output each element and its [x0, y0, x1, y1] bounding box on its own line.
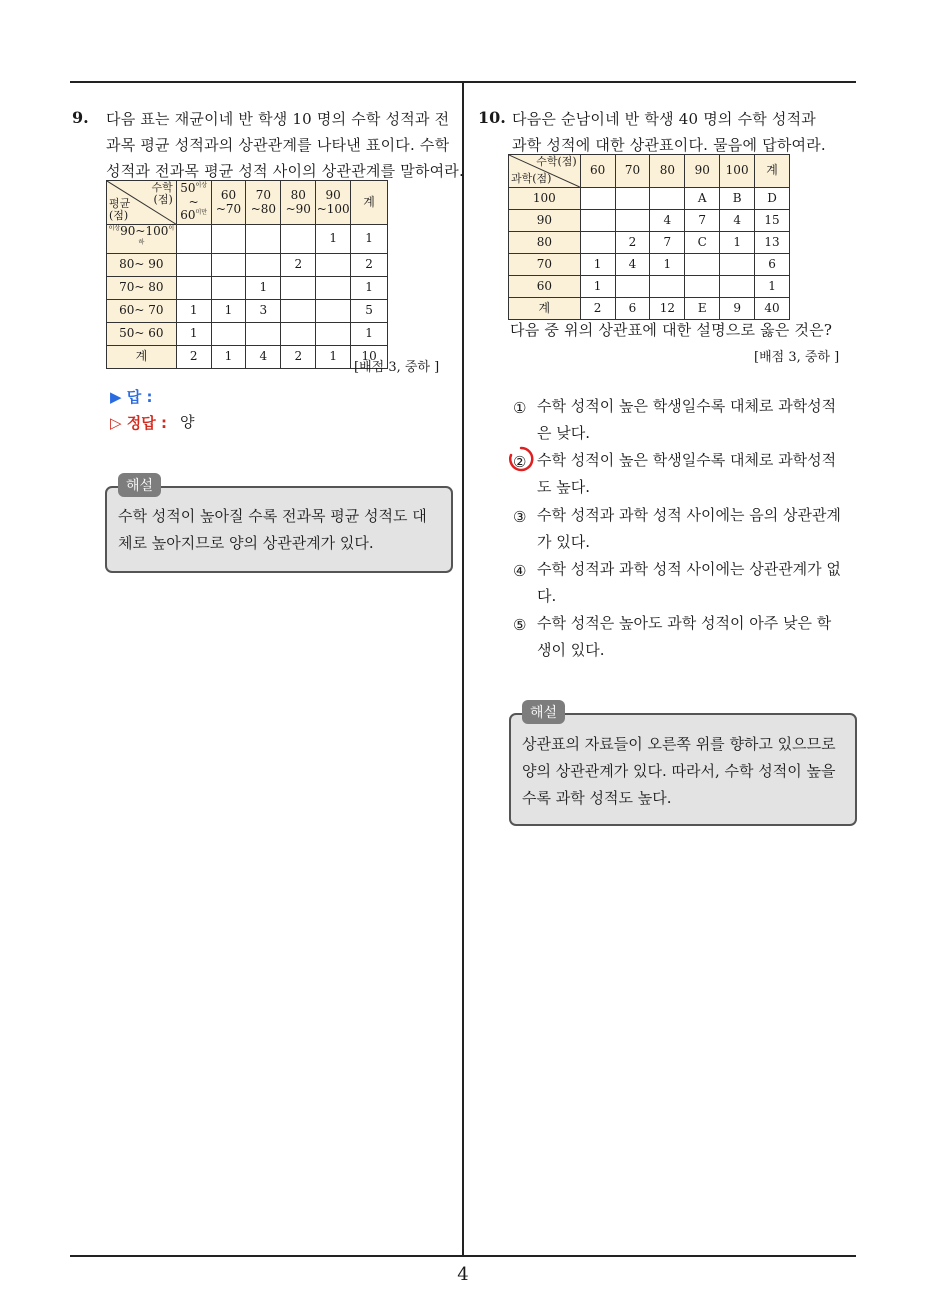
- choice-option-3[interactable]: 수학 성적과 과학 성적 사이에는 음의 상관관계: [537, 506, 841, 524]
- table-cell: 1: [176, 322, 211, 345]
- q10-col-header: 60: [580, 155, 615, 188]
- table-cell: [176, 253, 211, 276]
- q9-answer-label: ▶ 답 :: [110, 388, 153, 406]
- table-cell: 1: [246, 276, 281, 299]
- table-cell: [281, 225, 316, 254]
- table-row: [509, 298, 790, 320]
- table-row: [509, 188, 790, 210]
- table-cell: [246, 253, 281, 276]
- table-cell: [580, 188, 615, 210]
- table-cell: 7: [650, 232, 685, 254]
- q10-col-header: 90: [685, 155, 720, 188]
- q10-sum-label: 계: [509, 298, 581, 320]
- corner-bottom-unit: (점): [109, 208, 129, 222]
- corner-bottom-label: 평균: [109, 196, 131, 210]
- table-cell: [281, 276, 316, 299]
- table-cell: [211, 322, 246, 345]
- table-cell: 4: [615, 254, 650, 276]
- table-cell: [615, 276, 650, 298]
- table-cell: [615, 210, 650, 232]
- table-cell: 1: [316, 225, 351, 254]
- choice-mark[interactable]: ④: [513, 562, 527, 580]
- q10-explanation-line: 양의 상관관계가 있다. 따라서, 수학 성적이 높을: [522, 762, 836, 780]
- table-cell: [316, 276, 351, 299]
- table-cell: C: [685, 232, 720, 254]
- table-cell: [211, 225, 246, 254]
- table-row: [509, 210, 790, 232]
- table-cell: [650, 276, 685, 298]
- table-cell: [281, 322, 316, 345]
- q9-score: [배점 3, 중하 ]: [354, 360, 440, 375]
- table-cell: [316, 322, 351, 345]
- table-cell: [281, 299, 316, 322]
- q9-col-header: 90 ~100: [316, 181, 351, 225]
- table-cell: 1: [351, 276, 388, 299]
- q10-explanation-tag: 해설: [522, 700, 565, 724]
- q10-correlation-table: [508, 154, 790, 320]
- table-cell: B: [720, 188, 755, 210]
- choice-mark[interactable]: ③: [513, 508, 527, 526]
- table-cell: 2: [281, 253, 316, 276]
- q9-col-header: 80 ~90: [281, 181, 316, 225]
- table-cell: 6: [615, 298, 650, 320]
- q10-text-line: 다음은 순남이네 반 학생 40 명의 수학 성적과: [512, 110, 816, 128]
- table-cell: 1: [211, 299, 246, 322]
- q9-col-header: $50^{이상}$ ~ $60^{미만}$: [176, 181, 211, 225]
- column-divider: [462, 82, 464, 1256]
- table-cell: [685, 276, 720, 298]
- q9-correct-answer: 양: [180, 413, 195, 431]
- table-cell: 1: [580, 254, 615, 276]
- table-row: [107, 225, 388, 254]
- q10-row-label: 90: [509, 210, 581, 232]
- table-cell: 2: [176, 345, 211, 368]
- table-cell: 1: [720, 232, 755, 254]
- q9-row-label: 50~ 60: [107, 322, 177, 345]
- q10-col-header: 80: [650, 155, 685, 188]
- choice-option-2[interactable]: 수학 성적이 높은 학생일수록 대체로 과학성적: [537, 451, 837, 469]
- table-cell: [246, 225, 281, 254]
- table-cell: [246, 322, 281, 345]
- q9-sum-label: 계: [107, 345, 177, 368]
- table-cell: 5: [351, 299, 388, 322]
- table-row: [107, 345, 388, 368]
- table-cell: 7: [685, 210, 720, 232]
- q9-total-header: 계: [351, 181, 388, 225]
- q10-score: [배점 3, 중하 ]: [754, 350, 840, 365]
- table-cell: 1: [650, 254, 685, 276]
- table-cell: [685, 254, 720, 276]
- table-cell: [720, 254, 755, 276]
- q9-explanation-line: 체로 높아지므로 양의 상관관계가 있다.: [118, 534, 374, 552]
- table-cell: 10: [351, 345, 388, 368]
- table-cell: [176, 225, 211, 254]
- table-cell: 1: [176, 299, 211, 322]
- q10-row-label: 100: [509, 188, 581, 210]
- table-cell: [316, 253, 351, 276]
- table-cell: 2: [281, 345, 316, 368]
- choice-option-5-cont[interactable]: 생이 있다.: [537, 641, 605, 659]
- table-cell: 4: [650, 210, 685, 232]
- q9-row-label: 70~ 80: [107, 276, 177, 299]
- q10-text-line: 과학 성적에 대한 상관표이다. 물음에 답하여라.: [512, 136, 826, 154]
- table-cell: 4: [246, 345, 281, 368]
- table-cell: [316, 299, 351, 322]
- table-cell: D: [755, 188, 790, 210]
- table-cell: [211, 276, 246, 299]
- table-row: [107, 322, 388, 345]
- table-cell: 1: [351, 322, 388, 345]
- table-cell: 13: [755, 232, 790, 254]
- table-cell: 1: [316, 345, 351, 368]
- q10-col-header: 100: [720, 155, 755, 188]
- q10-row-label: 80: [509, 232, 581, 254]
- q9-correlation-table: [106, 180, 388, 369]
- table-cell: [176, 276, 211, 299]
- table-row: [107, 276, 388, 299]
- q9-text-line: 다음 표는 재균이네 반 학생 10 명의 수학 성적과 전: [106, 110, 450, 128]
- choice-option-4[interactable]: 수학 성적과 과학 성적 사이에는 상관관계가 없: [537, 560, 841, 578]
- choice-mark[interactable]: ⑤: [513, 616, 527, 634]
- table-cell: A: [685, 188, 720, 210]
- choice-option-4-cont[interactable]: 다.: [537, 587, 557, 605]
- table-cell: 2: [580, 298, 615, 320]
- bottom-rule: [70, 1255, 856, 1257]
- table-cell: 3: [246, 299, 281, 322]
- q10-explanation-line: 수록 과학 성적도 높다.: [522, 789, 672, 807]
- q10-corner-header: [509, 155, 581, 188]
- table-cell: 6: [755, 254, 790, 276]
- table-cell: 12: [650, 298, 685, 320]
- corner-bottom-label: 과학(점): [511, 171, 552, 185]
- choice-option-3-cont[interactable]: 가 있다.: [537, 533, 591, 551]
- choice-mark[interactable]: ①: [513, 399, 527, 417]
- table-row: [509, 254, 790, 276]
- table-cell: [580, 232, 615, 254]
- table-cell: [720, 276, 755, 298]
- choice-option-1[interactable]: 수학 성적이 높은 학생일수록 대체로 과학성적: [537, 397, 837, 415]
- page-number: 4: [457, 1264, 469, 1285]
- table-row: [107, 253, 388, 276]
- q9-corner-header: [107, 181, 177, 225]
- q10-col-header: 70: [615, 155, 650, 188]
- q10-question-text: 다음 중 위의 상관표에 대한 설명으로 옳은 것은?: [510, 321, 833, 339]
- q9-text-line: 과목 평균 성적과의 상관관계를 나타낸 표이다. 수학: [106, 136, 450, 154]
- q9-number: 9.: [72, 108, 89, 127]
- corner-top-label: 수학: [151, 181, 173, 194]
- corner-top-unit: (점): [153, 193, 173, 207]
- q9-col-header: 70 ~80: [246, 181, 281, 225]
- table-cell: 15: [755, 210, 790, 232]
- q10-explanation-line: 상관표의 자료들이 오른쪽 위를 향하고 있으므로: [522, 735, 836, 753]
- table-row: [107, 299, 388, 322]
- q10-row-label: 60: [509, 276, 581, 298]
- table-row: [509, 232, 790, 254]
- q10-total-header: 계: [755, 155, 790, 188]
- table-cell: [650, 188, 685, 210]
- table-cell: E: [685, 298, 720, 320]
- q10-row-label: 70: [509, 254, 581, 276]
- table-cell: 1: [351, 225, 388, 254]
- q10-number: 10.: [478, 108, 506, 127]
- corner-top-label: 수학(점): [536, 155, 577, 168]
- q9-row-label: 80~ 90: [107, 253, 177, 276]
- table-cell: 1: [580, 276, 615, 298]
- table-cell: [211, 253, 246, 276]
- q9-row-label: $^{이상}90\sim 100^{이하}$: [107, 225, 177, 254]
- q9-text-line: 성적과 전과목 평균 성적 사이의 상관관계를 말하여라.: [106, 162, 464, 180]
- table-cell: [615, 188, 650, 210]
- q9-correct-label: ▷ 정답 :: [110, 414, 167, 432]
- table-cell: 40: [755, 298, 790, 320]
- table-row: [509, 276, 790, 298]
- table-cell: 2: [615, 232, 650, 254]
- table-cell: 2: [351, 253, 388, 276]
- choice-option-5[interactable]: 수학 성적은 높아도 과학 성적이 아주 낮은 학: [537, 614, 832, 632]
- choice-mark[interactable]: ②: [513, 453, 527, 471]
- q9-explanation-line: 수학 성적이 높아질 수록 전과목 평균 성적도 대: [118, 507, 427, 525]
- table-cell: 9: [720, 298, 755, 320]
- q9-row-label: 60~ 70: [107, 299, 177, 322]
- table-cell: 4: [720, 210, 755, 232]
- table-cell: 1: [211, 345, 246, 368]
- choice-option-1-cont[interactable]: 은 낮다.: [537, 424, 591, 442]
- table-cell: 1: [755, 276, 790, 298]
- q9-explanation-tag: 해설: [118, 473, 161, 497]
- q9-col-header: 60 ~70: [211, 181, 246, 225]
- choice-option-2-cont[interactable]: 도 높다.: [537, 478, 591, 496]
- table-cell: [580, 210, 615, 232]
